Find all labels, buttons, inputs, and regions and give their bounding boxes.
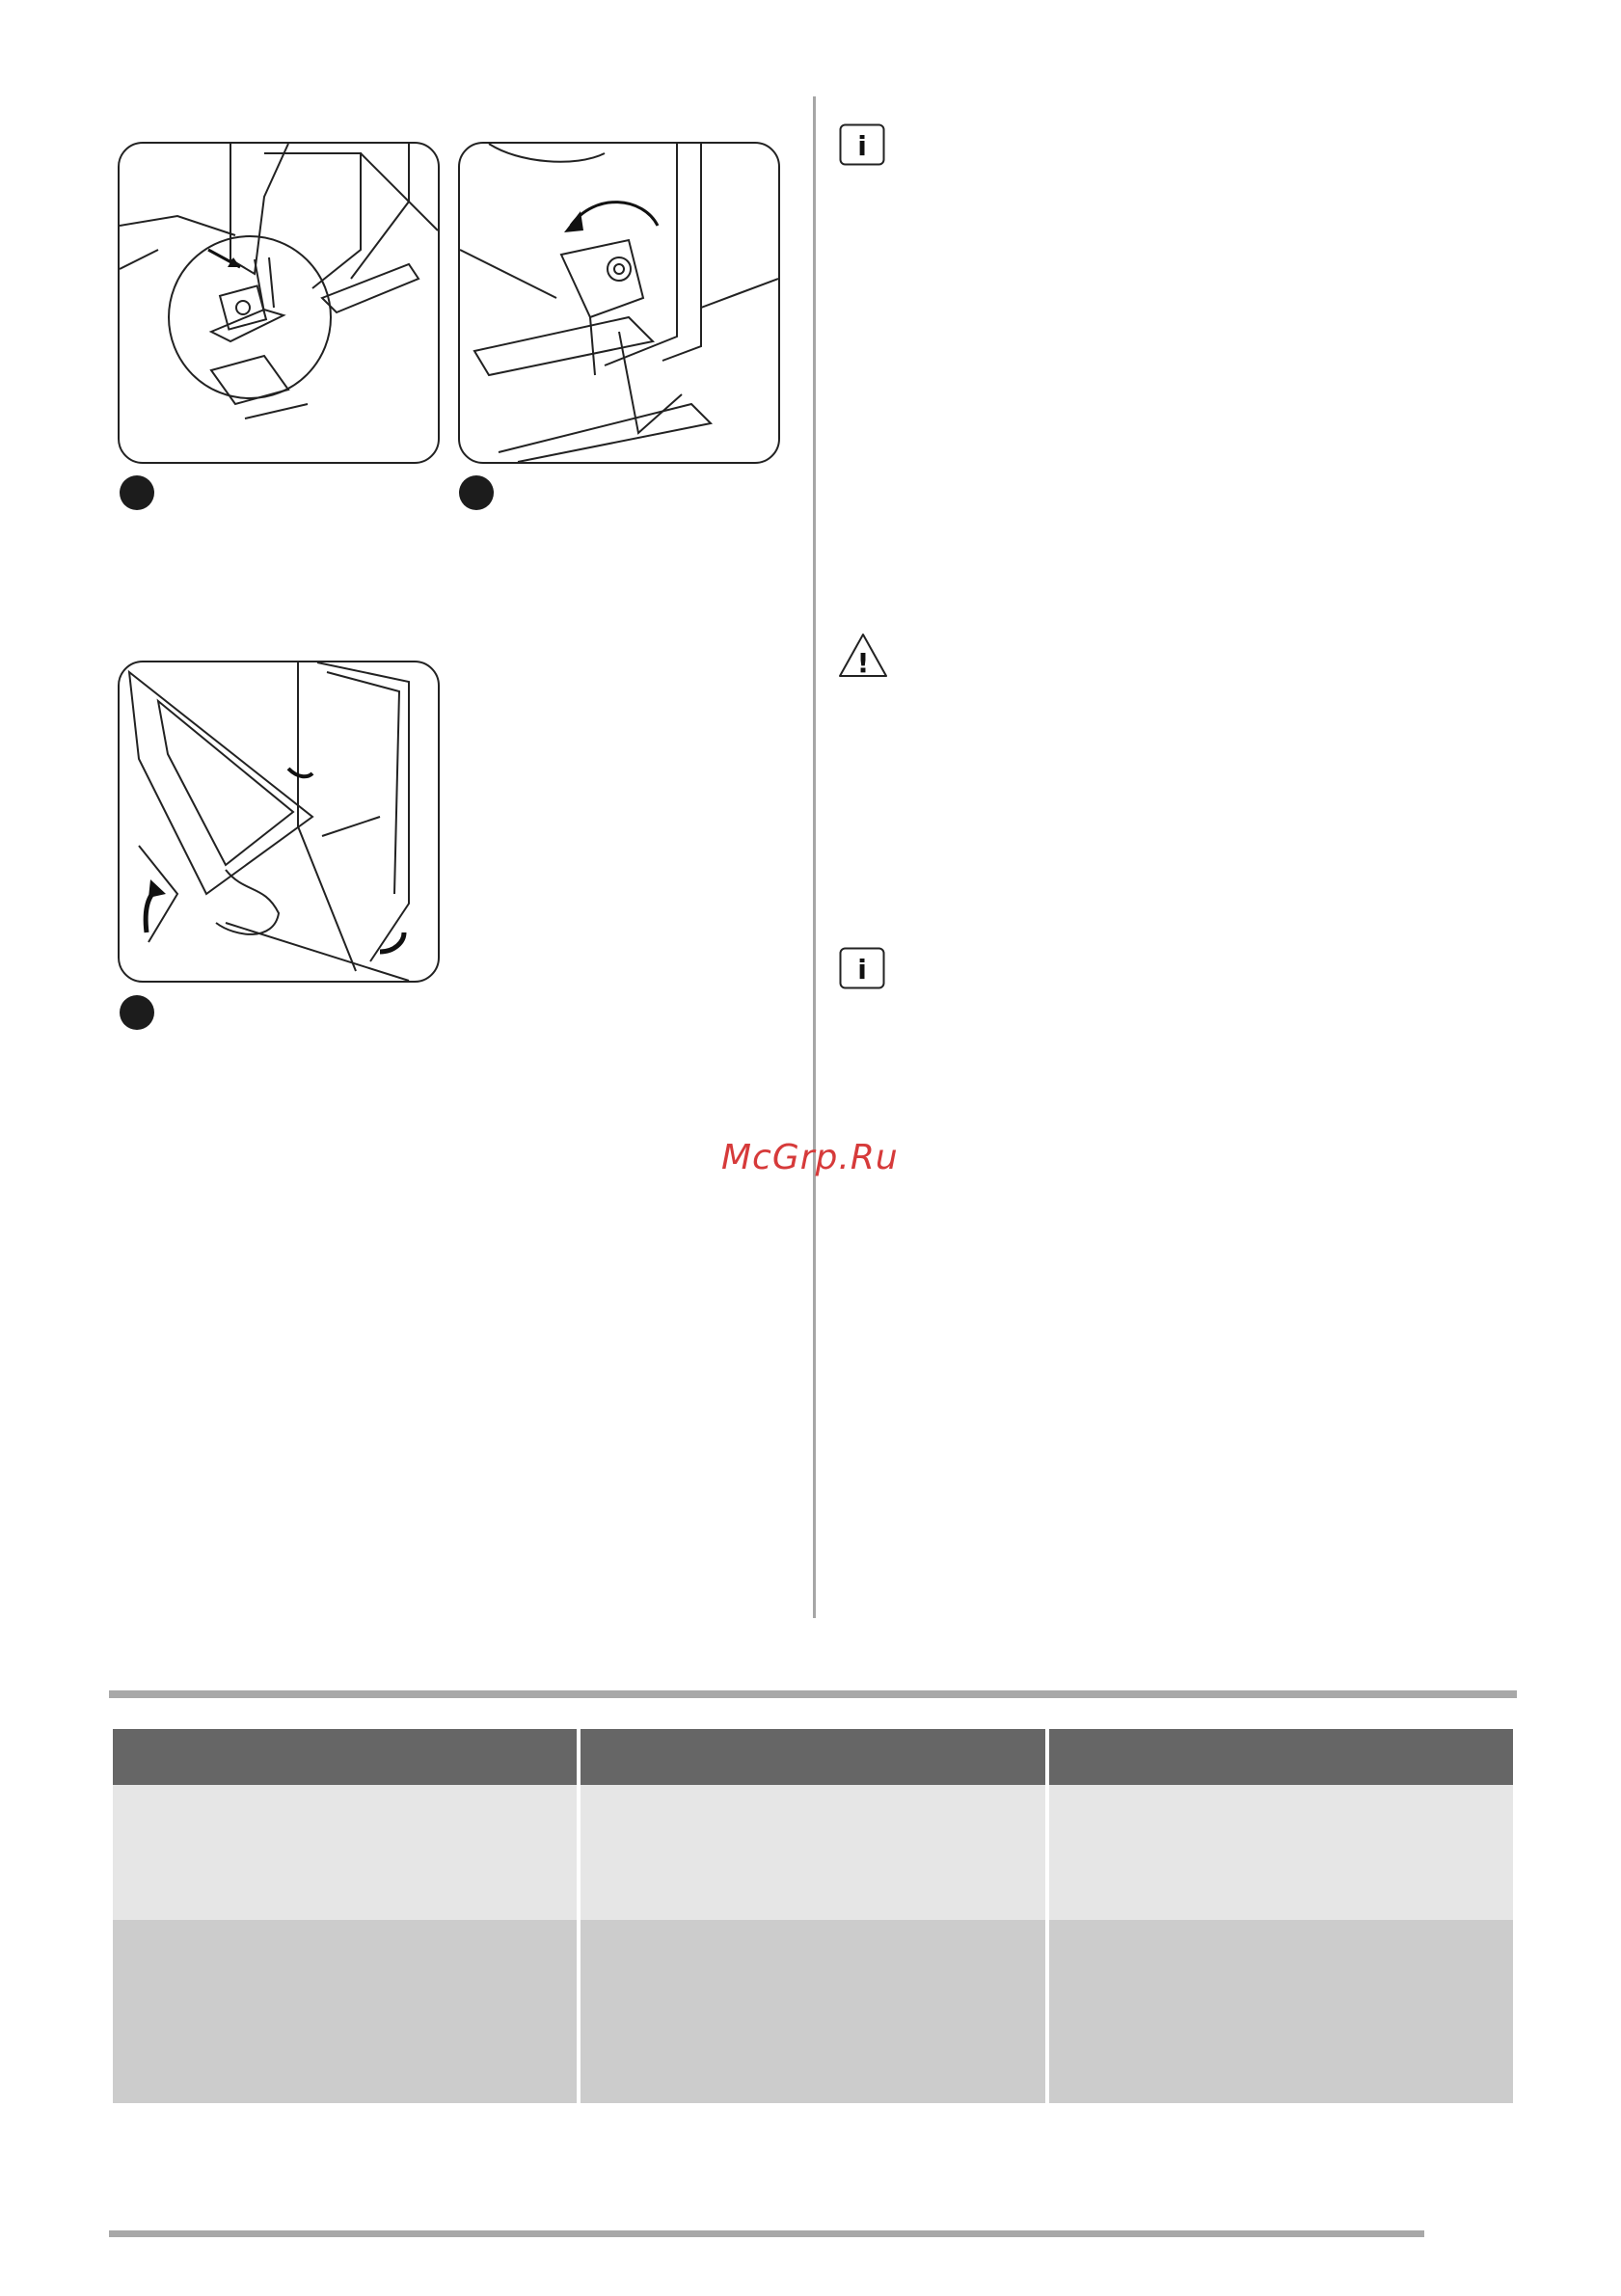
info-icon [839, 123, 885, 166]
table-row [113, 1785, 1513, 1920]
table-header-row [113, 1729, 1513, 1785]
step-marker-2 [459, 475, 494, 510]
illustration-hinge-closeup [118, 142, 440, 464]
hinge-closeup-drawing [120, 144, 438, 462]
warning-icon-glyph: ! [856, 647, 870, 679]
table-cell [581, 1785, 1044, 1920]
table-cell [581, 1920, 1044, 2103]
table-header-cell [113, 1729, 577, 1785]
info-icon-glyph: i [857, 954, 867, 986]
table-cell [113, 1785, 577, 1920]
step-marker-1 [120, 475, 154, 510]
table-row [113, 1920, 1513, 2103]
info-icon-glyph: i [857, 130, 867, 162]
door-glass-drawing [120, 662, 438, 981]
footer-rule [109, 2230, 1424, 2237]
step-marker-3 [120, 995, 154, 1030]
table-header-cell [1049, 1729, 1513, 1785]
illustration-hinge-rotate [458, 142, 780, 464]
table-cell [1049, 1920, 1513, 2103]
illustration-door-glass [118, 661, 440, 983]
info-icon [839, 947, 885, 989]
table-cell [1049, 1785, 1513, 1920]
section-rule [109, 1690, 1517, 1698]
column-divider [813, 96, 816, 1618]
troubleshooting-table [109, 1729, 1517, 2103]
table-cell [113, 1920, 577, 2103]
hinge-rotate-drawing [460, 144, 778, 462]
table-header-cell [581, 1729, 1044, 1785]
watermark: McGrp.Ru [721, 1138, 899, 1177]
warning-icon [837, 632, 889, 680]
